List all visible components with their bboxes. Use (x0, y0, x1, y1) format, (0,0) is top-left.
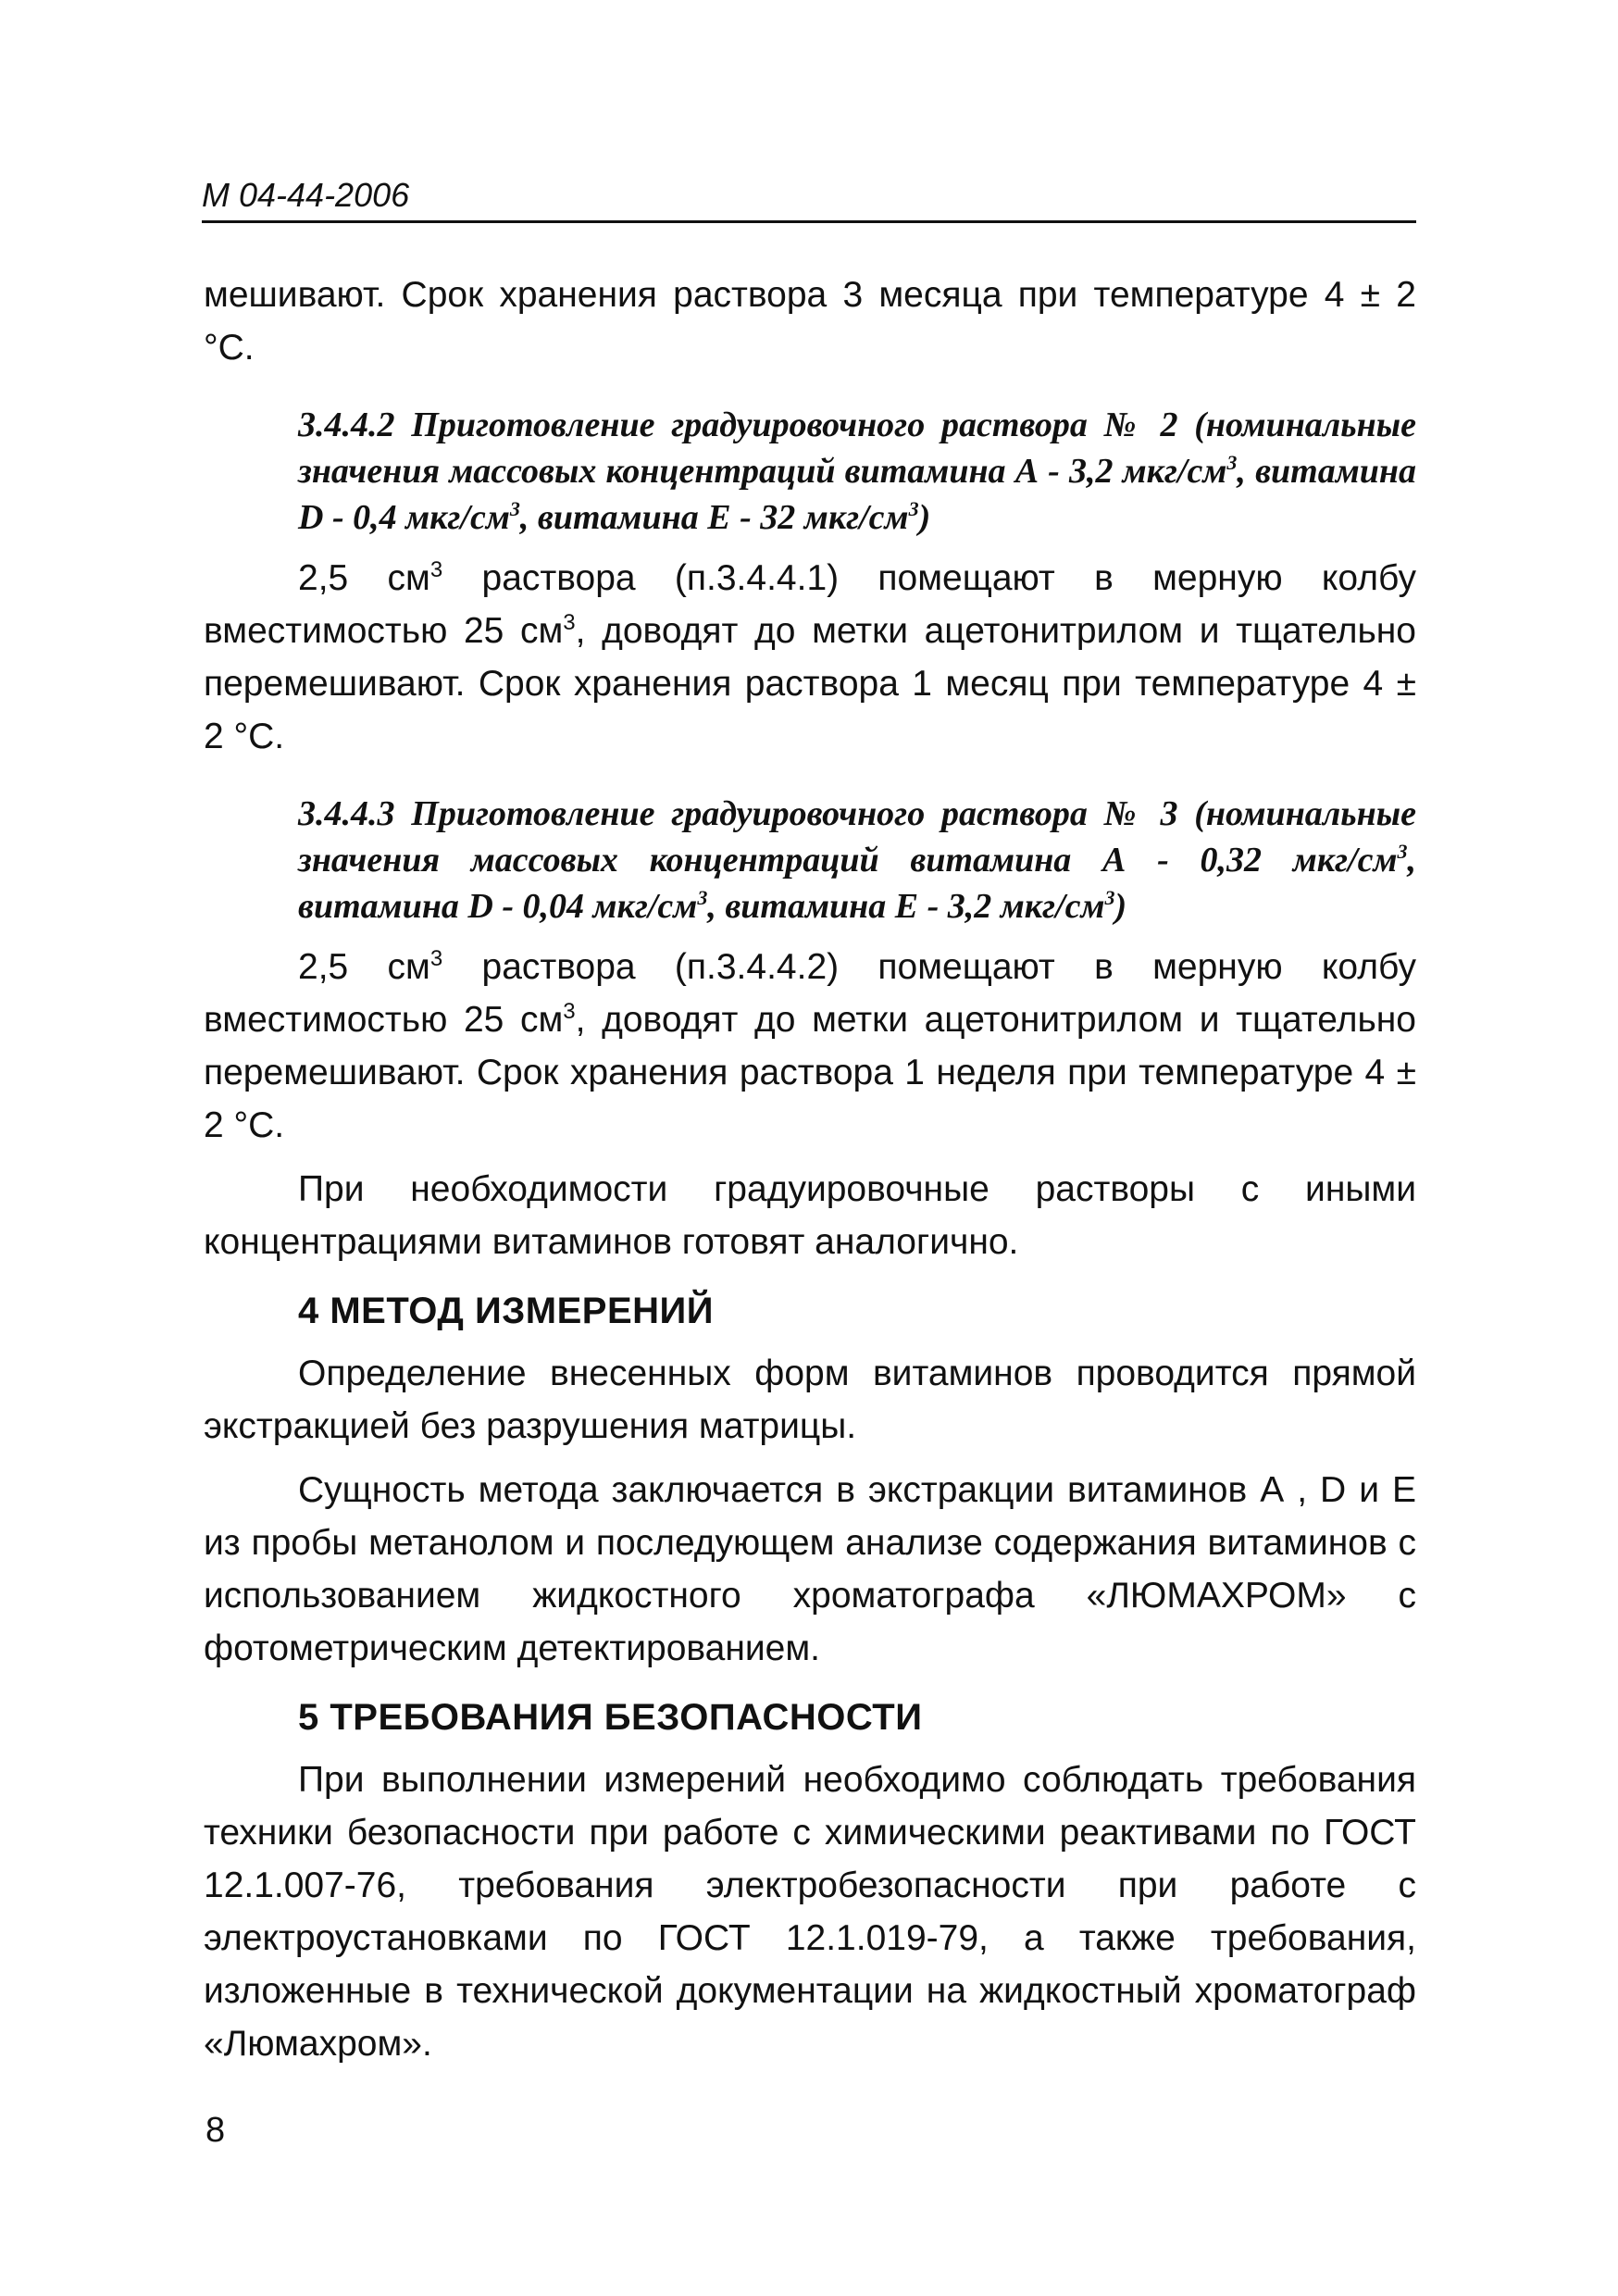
superscript: 3 (908, 497, 919, 520)
paragraph-solution-3 (204, 941, 1416, 1152)
para-text-c: , доводят до метки ацетонитрилом и тщательно перемешивают. Срок хранения раствора 1 неделя при температуре 4 ± 2 °С. (204, 1000, 1416, 1145)
superscript: 3 (697, 886, 708, 909)
para-text-a: 2,5 см (298, 558, 430, 598)
superscript: 3 (1226, 451, 1238, 474)
page-header (202, 176, 1416, 223)
subhead-text-a: 3.4.4.2 Приготовление градуировочного раствора № 2 (номинальные значения массовых концентраций витамина А - 3,2 мкг/см (298, 406, 1416, 491)
para-text-b: раствора (п.3.4.4.1) помещают в мерную колбу вместимостью 25 см (204, 558, 1416, 651)
paragraph-method-2: Сущность метода заключается в экстракции витаминов А , D и Е из пробы метанолом и последующем анализе содержания витаминов с использованием жидкостного хроматографа «ЛЮМАХРОМ» с фотометрическим детектированием. (204, 1470, 1416, 1668)
spacer (204, 1453, 1416, 1464)
superscript: 3 (563, 999, 576, 1024)
para-text-b: раствора (п.3.4.4.2) помещают в мерную колбу вместимостью 25 см (204, 947, 1416, 1040)
subhead-text-b: , витамина D - 0,04 мкг/см (298, 841, 1416, 926)
superscript: 3 (1397, 840, 1408, 863)
paragraph-continuation: мешивают. Срок хранения раствора 3 месяца при температуре 4 ± 2 °С. (204, 275, 1416, 368)
subhead-text-c: , витамина Е - 3,2 мкг/см (707, 887, 1105, 926)
section-title-5: 5 ТРЕБОВАНИЯ БЕЗОПАСНОСТИ (298, 1697, 923, 1738)
paragraph-safety: При выполнении измерений необходимо соблюдать требования техники безопасности при работе с химическими реактивами по ГОСТ 12.1.007-76, требования электробезопасности при работе с электроустановками по ГОСТ 12.1.019-79, а также требования, изложенные в технической документации на жидкостный хроматограф «Люмахром». (204, 1760, 1416, 2064)
paragraph-other-concentrations: При необходимости градуировочные растворы с иными концентрациями витаминов готовят аналогично. (204, 1169, 1416, 1262)
page-number: 8 (205, 2111, 226, 2150)
para-text-c: , доводят до метки ацетонитрилом и тщательно перемешивают. Срок хранения раствора 1 месяц при температуре 4 ± 2 °С. (204, 611, 1416, 756)
subhead-text-d: ) (918, 498, 931, 537)
superscript: 3 (509, 497, 520, 520)
subhead-text-b: , витамина D - 0,4 мкг/см (298, 452, 1417, 537)
document-body (204, 268, 1416, 2070)
spacer (204, 1152, 1416, 1163)
subsection-heading-3-4-4-3 (204, 791, 1416, 930)
superscript: 3 (429, 946, 443, 971)
section-title-4: 4 МЕТОД ИЗМЕРЕНИЙ (298, 1291, 715, 1331)
superscript: 3 (563, 610, 576, 635)
paragraph-solution-2 (204, 552, 1416, 763)
para-text-a: 2,5 см (298, 947, 430, 987)
paragraph-method-1: Определение внесенных форм витаминов проводится прямой экстракцией без разрушения матрицы. (204, 1354, 1416, 1446)
subhead-text-a: 3.4.4.3 Приготовление градуировочного раствора № 3 (номинальные значения массовых концентраций витамина А - 0,32 мкг/см (298, 794, 1416, 880)
superscript: 3 (429, 557, 443, 582)
subhead-text-d: ) (1114, 887, 1127, 926)
subhead-text-c: , витамина Е - 32 мкг/см (519, 498, 909, 537)
subsection-heading-3-4-4-2 (204, 402, 1416, 541)
superscript: 3 (1104, 886, 1115, 909)
document-code: М 04-44-2006 (202, 176, 410, 214)
